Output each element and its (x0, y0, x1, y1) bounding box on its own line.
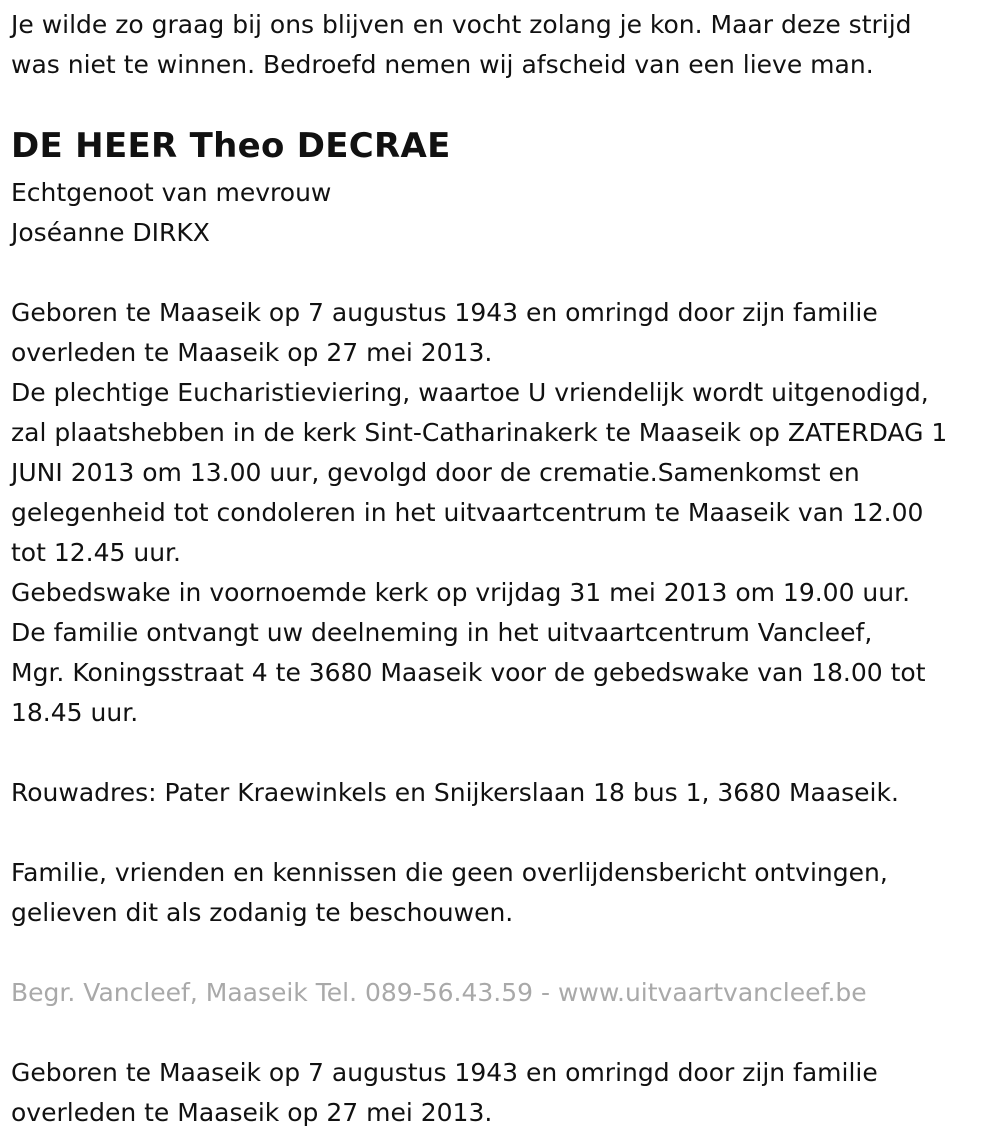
details-line: 18.45 uur. (11, 698, 139, 727)
details-line: overleden te Maaseik op 27 mei 2013. (11, 338, 493, 367)
details-line: De plechtige Eucharistieviering, waartoe U vriendelijk wordt uitgenodigd, (11, 378, 929, 407)
details-line: Gebedswake in voornoemde kerk op vrijdag 31 mei 2013 om 19.00 uur. (11, 578, 911, 607)
mourning-address (11, 773, 899, 813)
details-line: Mgr. Koningsstraat 4 te 3680 Maaseik voor de gebedswake van 18.00 tot (11, 658, 926, 687)
family-note-line: Familie, vrienden en kennissen die geen overlijdensbericht ontvingen, (11, 858, 888, 887)
details-line: gelegenheid tot condoleren in het uitvaartcentrum te Maaseik van 12.00 (11, 498, 924, 527)
undertaker-credit (11, 973, 867, 1013)
repeat-line: overleden te Maaseik op 27 mei 2013. (11, 1098, 493, 1127)
intro-line: Je wilde zo graag bij ons blijven en vocht zolang je kon. Maar deze strijd (11, 10, 912, 39)
details-line: De familie ontvangt uw deelneming in het uitvaartcentrum Vancleef, (11, 618, 873, 647)
spouse-info (11, 173, 331, 253)
family-note-line: gelieven dit als zodanig te beschouwen. (11, 898, 514, 927)
family-note (11, 853, 888, 933)
details-line: zal plaatshebben in de kerk Sint-Catharinakerk te Maaseik op ZATERDAG 1 (11, 418, 948, 447)
repeat-line: Geboren te Maaseik op 7 augustus 1943 en omringd door zijn familie (11, 1058, 878, 1087)
mourning-address-text: Rouwadres: Pater Kraewinkels en Snijkerslaan 18 bus 1, 3680 Maaseik. (11, 778, 899, 807)
details-line: tot 12.45 uur. (11, 538, 181, 567)
funeral-details (11, 293, 947, 733)
details-line: Geboren te Maaseik op 7 augustus 1943 en omringd door zijn familie (11, 298, 878, 327)
details-line: JUNI 2013 om 13.00 uur, gevolgd door de crematie.Samenkomst en (11, 458, 860, 487)
intro-paragraph (11, 5, 912, 85)
undertaker-credit-text: Begr. Vancleef, Maaseik Tel. 089-56.43.59 - www.uitvaartvancleef.be (11, 978, 867, 1007)
deceased-name-heading: DE HEER Theo DECRAE (11, 126, 451, 166)
spouse-line: Echtgenoot van mevrouw (11, 178, 332, 207)
spouse-line: Joséanne DIRKX (11, 218, 210, 247)
intro-line: was niet te winnen. Bedroefd nemen wij afscheid van een lieve man. (11, 50, 874, 79)
repeated-birth-death-info (11, 1053, 878, 1133)
